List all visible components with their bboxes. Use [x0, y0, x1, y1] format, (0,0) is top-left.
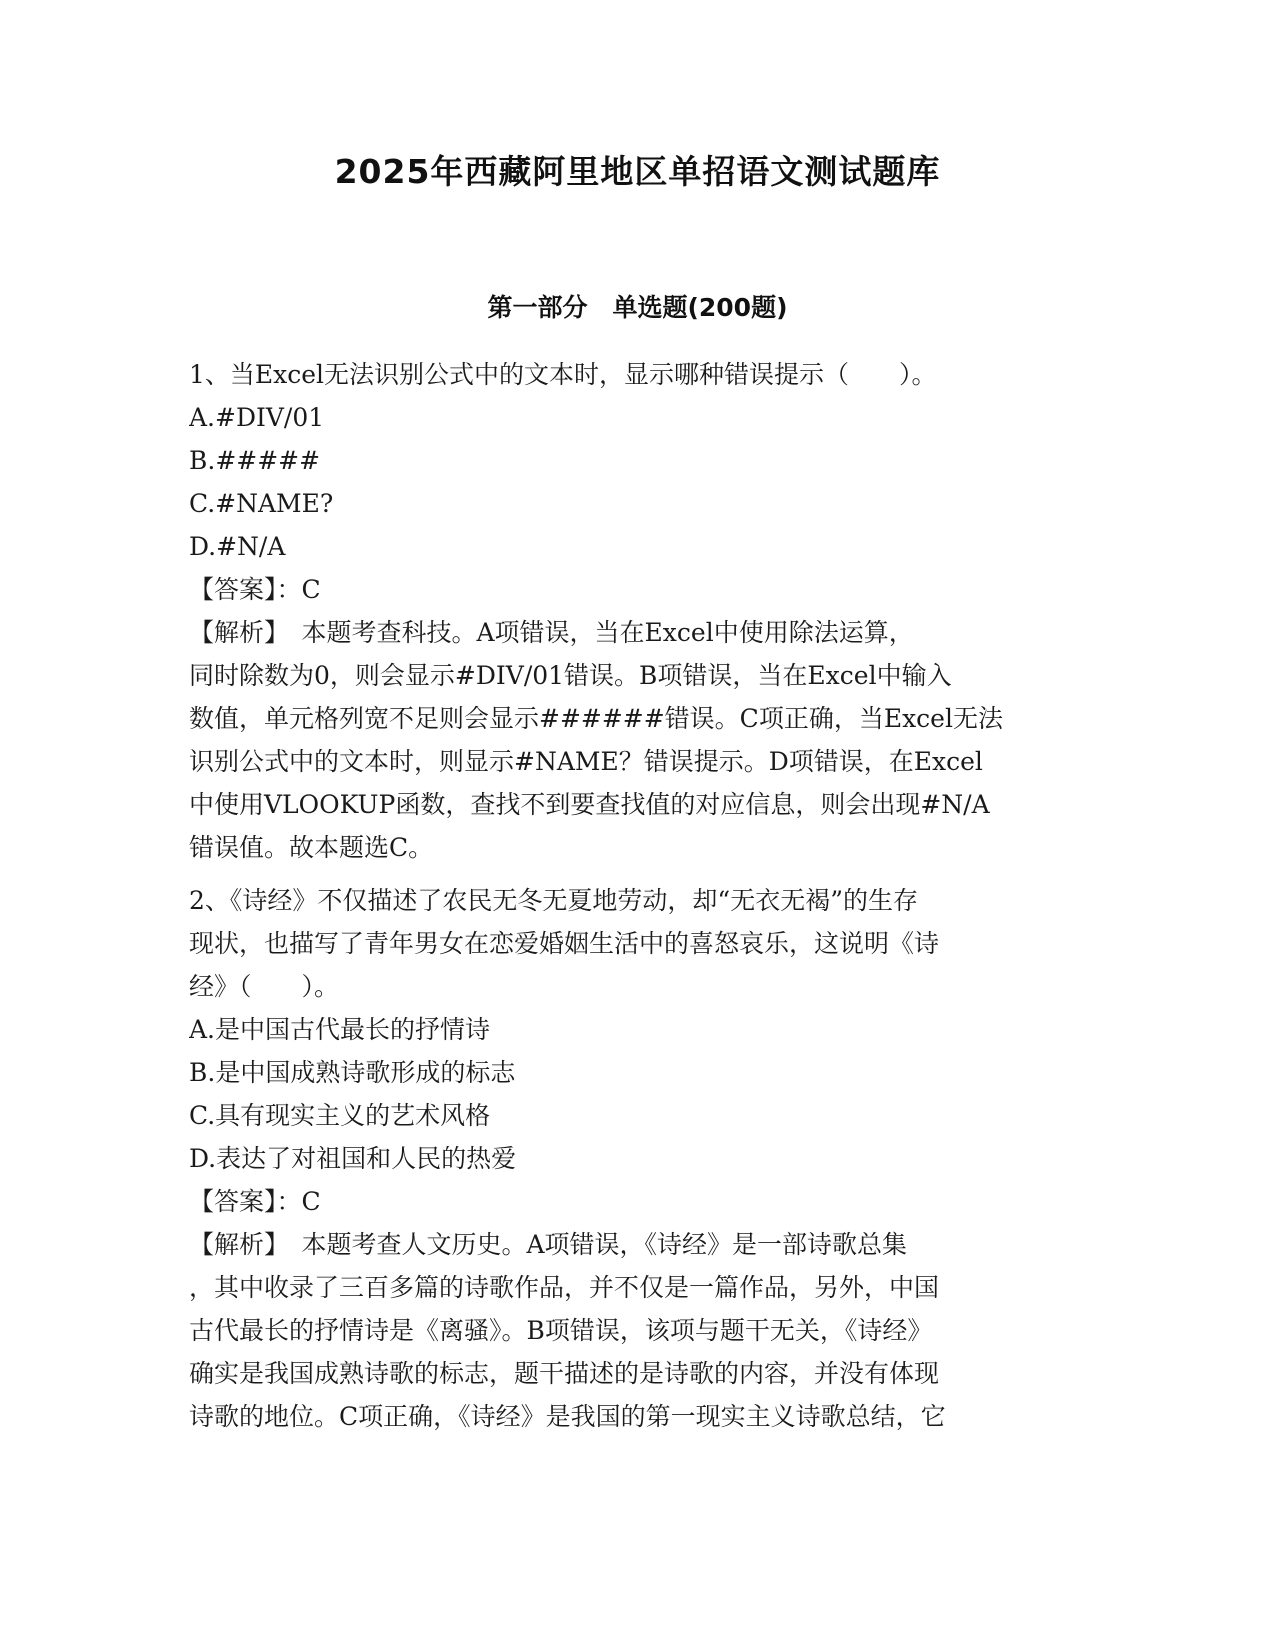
question-1	[189, 353, 1079, 869]
answer-line: 【答案】：C	[189, 1187, 321, 1216]
question-list	[189, 353, 1079, 1438]
option-b: B.#####	[189, 446, 321, 475]
analysis-line: 识别公式中的文本时，则显示#NAME？错误提示。D项错误，在Excel	[189, 747, 983, 776]
question-stem-line: 2、《诗经》不仅描述了农民无冬无夏地劳动，却“无衣无褐”的生存	[189, 886, 918, 915]
analysis-line: ，其中收录了三百多篇的诗歌作品，并不仅是一篇作品，另外，中国	[189, 1273, 940, 1302]
document-title: 2025年西藏阿里地区单招语文测试题库	[334, 152, 941, 191]
question-stem-line: 现状，也描写了青年男女在恋爱婚姻生活中的喜怒哀乐，这说明《诗	[189, 929, 940, 958]
analysis-line: 错误值。故本题选C。	[189, 833, 434, 862]
option-b: B.是中国成熟诗歌形成的标志	[189, 1058, 516, 1087]
question-stem-line: 经》（ ）。	[189, 972, 340, 1001]
analysis-line: 同时除数为0，则会显示#DIV/01错误。B项错误，当在Excel中输入	[189, 661, 952, 690]
question-2	[189, 879, 1079, 1438]
option-c: C.#NAME?	[189, 489, 334, 518]
question-spacer	[189, 869, 1079, 879]
option-a: A.#DIV/01	[189, 403, 325, 432]
answer-line: 【答案】：C	[189, 575, 321, 604]
analysis-line: 【解析】 本题考查科技。A项错误，当在Excel中使用除法运算，	[189, 618, 914, 647]
analysis-line: 诗歌的地位。C项正确，《诗经》是我国的第一现实主义诗歌总结，它	[189, 1402, 946, 1431]
analysis-line: 古代最长的抒情诗是《离骚》。B项错误，该项与题干无关，《诗经》	[189, 1316, 933, 1345]
section-title: 第一部分 单选题(200题)	[487, 293, 788, 322]
option-a: A.是中国古代最长的抒情诗	[189, 1015, 491, 1044]
question-stem-line: 1、当Excel无法识别公式中的文本时，显示哪种错误提示（ ）。	[189, 360, 937, 389]
analysis-line: 数值，单元格列宽不足则会显示######错误。C项正确，当Excel无法	[189, 704, 1003, 733]
analysis-line: 中使用VLOOKUP函数，查找不到要查找值的对应信息，则会出现#N/A	[189, 790, 990, 819]
analysis-line: 【解析】 本题考查人文历史。A项错误，《诗经》是一部诗歌总集	[189, 1230, 908, 1259]
option-c: C.具有现实主义的艺术风格	[189, 1101, 491, 1130]
option-d: D.表达了对祖国和人民的热爱	[189, 1144, 517, 1173]
analysis-line: 确实是我国成熟诗歌的标志，题干描述的是诗歌的内容，并没有体现	[189, 1359, 940, 1388]
option-d: D.#N/A	[189, 532, 286, 561]
